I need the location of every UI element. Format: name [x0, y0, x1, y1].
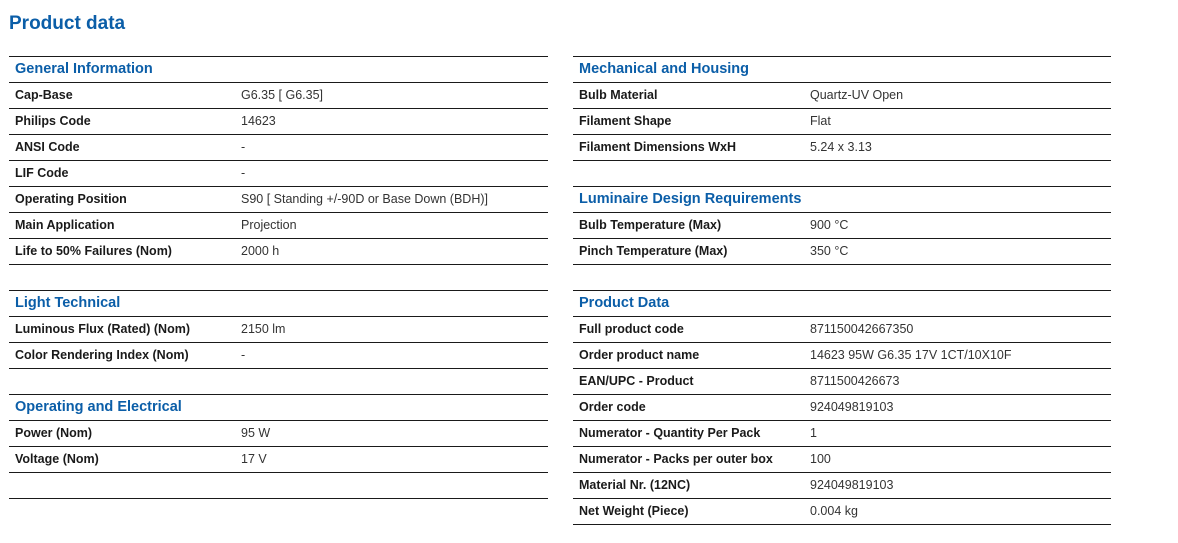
section-title: Luminaire Design Requirements [573, 187, 1111, 213]
spec-value: G6.35 [ G6.35] [241, 88, 323, 102]
spec-label: Bulb Material [579, 88, 658, 102]
spec-value: Flat [810, 114, 831, 128]
section-product-data [573, 290, 1111, 525]
spec-row [573, 369, 1111, 395]
spec-label: Filament Dimensions WxH [579, 140, 736, 154]
spec-label: Order product name [579, 348, 700, 362]
spec-label: Cap-Base [15, 88, 73, 102]
spec-row [573, 447, 1111, 473]
spec-row [9, 343, 548, 369]
spec-value: 924049819103 [810, 478, 894, 492]
spec-value: 17 V [241, 452, 267, 466]
spec-label: Voltage (Nom) [15, 452, 99, 466]
spec-row [573, 109, 1111, 135]
spec-label: Material Nr. (12NC) [579, 478, 691, 492]
spec-row [573, 239, 1111, 265]
spec-label: Numerator - Quantity Per Pack [579, 426, 761, 440]
spec-label: Pinch Temperature (Max) [579, 244, 728, 258]
spec-value: 871150042667350 [810, 322, 914, 336]
spec-label: LIF Code [15, 166, 69, 180]
spec-label: Power (Nom) [15, 426, 93, 440]
section-luminaire-design [573, 187, 1111, 265]
spec-row [573, 317, 1111, 343]
spec-label: EAN/UPC - Product [579, 374, 694, 388]
spec-value: - [241, 348, 246, 362]
spec-value: 2150 lm [241, 322, 286, 336]
spec-value: 350 °C [810, 244, 849, 258]
spec-value: 95 W [241, 426, 271, 440]
spec-row [573, 395, 1111, 421]
section-spacer [9, 369, 548, 394]
spec-row [573, 499, 1111, 525]
spec-value: 14623 [241, 114, 276, 128]
spec-value: 14623 95W G6.35 17V 1CT/10X10F [810, 348, 1012, 362]
spec-label: Full product code [579, 322, 684, 336]
spec-row [9, 83, 548, 109]
section-title: Operating and Electrical [9, 395, 548, 421]
spec-row [573, 135, 1111, 161]
section-operating-electrical [9, 394, 548, 499]
spec-row [9, 109, 548, 135]
spec-value: 100 [810, 452, 831, 466]
spec-label: Operating Position [15, 192, 127, 206]
spec-value: Quartz-UV Open [810, 88, 904, 102]
spec-row [573, 343, 1111, 369]
spec-value: 900 °C [810, 218, 849, 232]
spec-row [9, 161, 548, 187]
spec-value: S90 [ Standing +/-90D or Base Down (BDH)] [241, 192, 488, 206]
section-light-technical [9, 290, 548, 369]
spec-row [9, 213, 548, 239]
spec-label: Net Weight (Piece) [579, 504, 689, 518]
spec-label: Bulb Temperature (Max) [579, 218, 722, 232]
spec-label: Main Application [15, 218, 115, 232]
spec-row [9, 447, 548, 473]
section-title: Light Technical [9, 291, 548, 317]
left-column [9, 56, 548, 499]
spec-label: Filament Shape [579, 114, 672, 128]
section-mechanical-housing [573, 56, 1111, 187]
section-spacer [573, 265, 1111, 290]
spec-row [9, 187, 548, 213]
spec-row [9, 239, 548, 265]
spec-value: 1 [810, 426, 817, 440]
spec-label: Numerator - Packs per outer box [579, 452, 773, 466]
section-title: Product Data [573, 291, 1111, 317]
spec-row [9, 421, 548, 447]
empty-row [573, 161, 1111, 187]
spec-value: 5.24 x 3.13 [810, 140, 872, 154]
spec-label: Life to 50% Failures (Nom) [15, 244, 172, 258]
spec-label: Luminous Flux (Rated) (Nom) [15, 322, 190, 336]
spec-row [573, 83, 1111, 109]
section-general-information [9, 56, 548, 265]
spec-row [573, 421, 1111, 447]
spec-value: 0.004 kg [810, 504, 858, 518]
section-title: General Information [9, 57, 548, 83]
spec-value: 924049819103 [810, 400, 894, 414]
section-spacer [9, 265, 548, 290]
page-title: Product data [9, 13, 126, 34]
spec-row [573, 473, 1111, 499]
empty-row [9, 473, 548, 499]
right-column [573, 56, 1111, 525]
spec-label: Philips Code [15, 114, 91, 128]
spec-label: Color Rendering Index (Nom) [15, 348, 189, 362]
spec-label: ANSI Code [15, 140, 80, 154]
spec-row [573, 213, 1111, 239]
spec-value: - [241, 166, 246, 180]
section-title: Mechanical and Housing [573, 57, 1111, 83]
spec-value: - [241, 140, 246, 154]
spec-value: Projection [241, 218, 297, 232]
spec-row [9, 135, 548, 161]
spec-row [9, 317, 548, 343]
spec-label: Order code [579, 400, 646, 414]
spec-value: 8711500426673 [810, 374, 900, 388]
spec-value: 2000 h [241, 244, 280, 258]
